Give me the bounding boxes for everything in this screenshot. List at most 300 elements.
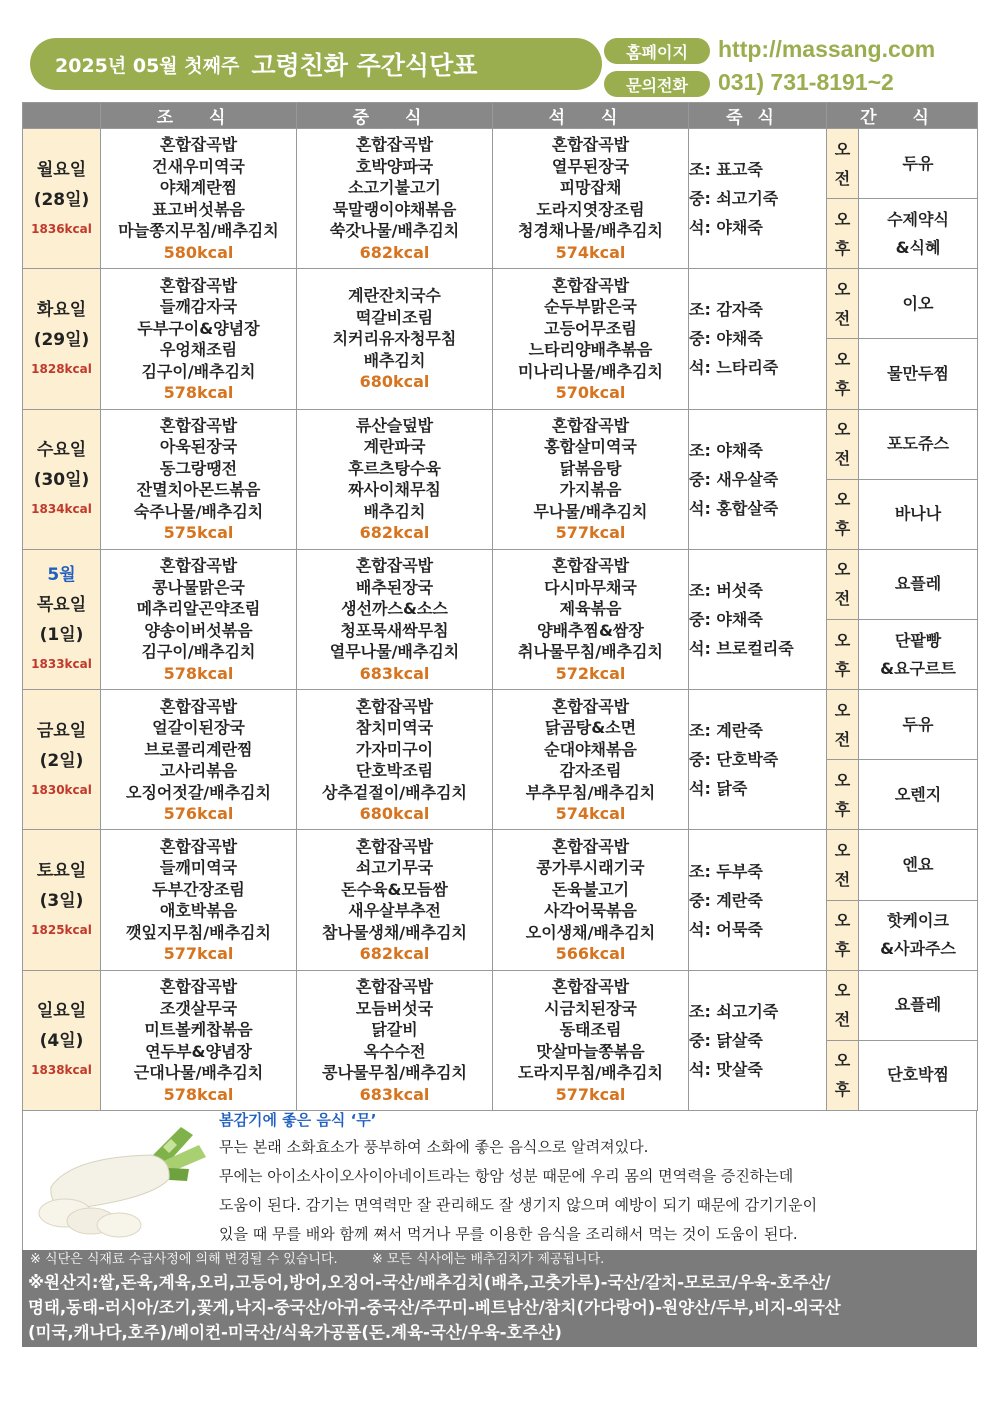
dish-item: 연두부&양념장 <box>145 1041 252 1061</box>
meal-kcal: 574kcal <box>555 804 626 824</box>
snack-item: &요구르트 <box>880 658 956 678</box>
page-title: 고령친화 주간식단표 <box>251 51 478 80</box>
meal-kcal: 682kcal <box>359 523 430 543</box>
day-name: 화요일 <box>36 299 87 320</box>
snack-am-cell <box>859 269 978 339</box>
period-char: 후 <box>834 940 851 960</box>
info-section <box>22 1111 977 1251</box>
dish-item: 아욱된장국 <box>159 437 238 457</box>
dish-item: 후르츠탕수육 <box>348 458 441 478</box>
dish-item: 콩가루시래기국 <box>536 858 645 878</box>
dish-item: 두부구이&양념장 <box>137 318 260 338</box>
dish-item: 계란파국 <box>363 437 426 457</box>
period-char: 후 <box>834 519 851 539</box>
dish-item: 조갯살무국 <box>159 998 238 1018</box>
table-header <box>23 103 978 129</box>
day-date: (30일) <box>33 470 90 491</box>
breakfast-cell <box>101 129 297 269</box>
snack-item: 오렌지 <box>894 784 942 804</box>
phone-number: 031) 731-8191~2 <box>718 69 894 95</box>
weekly-menu-table <box>22 102 978 1111</box>
dish-item: 들깨감자국 <box>159 297 238 317</box>
dish-item: 닭갈비 <box>371 1020 418 1040</box>
porridge-item: 중: 계란죽 <box>689 890 763 910</box>
dish-item: 상추겉절이/배추김치 <box>322 782 467 802</box>
snack-am-cell <box>859 970 978 1040</box>
snack-item: 이오 <box>902 293 934 313</box>
meal-kcal: 572kcal <box>555 663 626 683</box>
period-char: 오 <box>834 700 851 720</box>
snack-am-cell <box>859 409 978 479</box>
snack-item: 핫케이크 <box>887 911 949 931</box>
dish-item: 혼합잡곡밥 <box>355 556 434 576</box>
dish-item: 콩나물맑은국 <box>152 577 245 597</box>
dish-item: 애호박볶음 <box>159 901 238 921</box>
dish-item: 피망잡채 <box>559 178 622 198</box>
porridge-item: 조: 쇠고기죽 <box>689 1001 779 1021</box>
dish-item: 두부간장조림 <box>152 879 245 899</box>
porridge-item: 석: 느타리죽 <box>689 358 779 378</box>
dish-item: 미트볼케찹볶음 <box>144 1020 253 1040</box>
dish-item: 돈육불고기 <box>551 879 630 899</box>
snack-period-pm <box>827 199 859 269</box>
day-kcal: 1830kcal <box>31 782 92 797</box>
dish-item: 열무된장국 <box>551 156 630 176</box>
dish-item: 브로콜리계란찜 <box>144 739 253 759</box>
snack-pm-cell <box>859 479 978 549</box>
porridge-cell <box>689 549 827 689</box>
dish-item: 고등어무조림 <box>544 318 637 338</box>
info-line: 무에는 아이소사이오사이아네이트라는 항암 성분 때문에 우리 몸의 면역력을 증진하는데 <box>219 1167 794 1185</box>
period-char: 오 <box>834 981 851 1001</box>
day-name: 일요일 <box>36 1001 87 1022</box>
dish-item: 맛살마늘쫑볶음 <box>536 1041 645 1061</box>
breakfast-cell <box>101 269 297 409</box>
dinner-cell <box>493 830 689 970</box>
snack-period-am <box>827 830 859 900</box>
snack-pm-cell <box>859 760 978 830</box>
dish-item: 혼합잡곡밥 <box>551 135 630 155</box>
day-cell <box>23 269 101 409</box>
day-row <box>23 129 978 199</box>
lunch-cell <box>297 690 493 830</box>
dish-item: 혼합잡곡밥 <box>551 696 630 716</box>
porridge-item: 조: 버섯죽 <box>689 580 763 600</box>
snack-item: 바나나 <box>894 504 942 524</box>
period-char: 오 <box>834 560 851 580</box>
radish-illustration <box>31 1117 216 1245</box>
origin-line: 명태,동태-러시아/조기,꽃게,낙지-중국산/아귀-중국산/주꾸미-베트남산/참치(가다랑어)-원양산/두부,비지-외국산 <box>28 1298 841 1317</box>
snack-am-cell <box>859 129 978 199</box>
dish-item: 청경채나물/배추김치 <box>518 221 663 241</box>
breakfast-cell <box>101 830 297 970</box>
dish-item: 순두부맑은국 <box>544 297 637 317</box>
period-char: 오 <box>834 420 851 440</box>
dish-item: 혼합잡곡밥 <box>159 696 238 716</box>
porridge-item: 조: 표고죽 <box>689 160 763 180</box>
meal-kcal: 577kcal <box>163 944 234 964</box>
header-snack: 간 식 <box>827 103 978 129</box>
day-cell <box>23 129 101 269</box>
day-row <box>23 690 978 760</box>
dish-item: 가자미구이 <box>355 739 434 759</box>
dish-item: 오이생채/배추김치 <box>525 922 656 942</box>
snack-pm-cell <box>859 199 978 269</box>
day-kcal: 1828kcal <box>31 361 92 376</box>
porridge-item: 석: 브로컬리죽 <box>689 638 794 658</box>
dish-item: 계란잔치국수 <box>348 286 441 306</box>
menu-body <box>23 129 978 1111</box>
dish-item: 혼합잡곡밥 <box>355 696 434 716</box>
dish-item: 혼합잡곡밥 <box>159 275 238 295</box>
title-banner <box>30 38 602 90</box>
header-dinner: 석 식 <box>493 103 689 129</box>
dish-item: 깻잎지무침/배추김치 <box>126 922 271 942</box>
period-char: 전 <box>834 449 851 469</box>
snack-item: 수제약식 <box>887 209 949 229</box>
snack-period-pm <box>827 900 859 970</box>
porridge-cell <box>689 129 827 269</box>
period-char: 오 <box>834 490 851 510</box>
period-char: 후 <box>834 799 851 819</box>
meal-kcal: 577kcal <box>555 1084 626 1104</box>
homepage-link[interactable]: http://massang.com <box>718 36 936 62</box>
meal-kcal: 682kcal <box>359 944 430 964</box>
lunch-cell <box>297 549 493 689</box>
period-char: 오 <box>834 349 851 369</box>
day-row <box>23 409 978 479</box>
porridge-item: 중: 야채죽 <box>689 609 763 629</box>
dish-item: 야채계란찜 <box>159 178 238 198</box>
snack-item: 물만두찜 <box>887 363 949 383</box>
period-char: 전 <box>834 1010 851 1030</box>
dish-item: 고사리볶음 <box>159 761 238 781</box>
porridge-cell <box>689 690 827 830</box>
dish-item: 짜사이채무침 <box>348 480 441 500</box>
day-date: (4일) <box>39 1031 84 1052</box>
dish-item: 떡갈비조림 <box>355 307 434 327</box>
day-kcal: 1838kcal <box>31 1063 92 1078</box>
snack-period-am <box>827 549 859 619</box>
dish-item: 순대야채볶음 <box>544 739 637 759</box>
period-char: 오 <box>834 630 851 650</box>
day-cell <box>23 970 101 1110</box>
meal-kcal: 580kcal <box>163 242 234 262</box>
dinner-cell <box>493 409 689 549</box>
dish-item: 혼합잡곡밥 <box>159 556 238 576</box>
period-char: 전 <box>834 589 851 609</box>
day-kcal: 1836kcal <box>31 221 92 236</box>
dish-item: 닭볶음탕 <box>559 458 622 478</box>
snack-item: 엔요 <box>902 854 934 874</box>
meal-kcal: 574kcal <box>555 242 626 262</box>
dish-item: 혼합잡곡밥 <box>355 135 434 155</box>
period-char: 오 <box>834 209 851 229</box>
day-name: 목요일 <box>36 595 87 616</box>
porridge-item: 중: 닭살죽 <box>689 1030 763 1050</box>
snack-period-am <box>827 269 859 339</box>
breakfast-cell <box>101 690 297 830</box>
meal-kcal: 566kcal <box>555 944 626 964</box>
header-lunch: 중 식 <box>297 103 493 129</box>
homepage-label: 홈페이지 <box>604 38 710 64</box>
porridge-item: 조: 계란죽 <box>689 721 763 741</box>
dish-item: 느타리양배추볶음 <box>528 340 653 360</box>
dish-item: 양배추찜&쌈장 <box>537 620 644 640</box>
snack-period-pm <box>827 760 859 830</box>
meal-kcal: 680kcal <box>359 372 430 392</box>
lunch-cell <box>297 269 493 409</box>
dish-item: 참치미역국 <box>355 718 434 738</box>
dish-item: 사각어묵볶음 <box>544 901 637 921</box>
header-breakfast: 조 식 <box>101 103 297 129</box>
meal-kcal: 683kcal <box>359 1084 430 1104</box>
snack-item: 요플레 <box>894 574 942 594</box>
dish-item: 배추김치 <box>363 350 426 370</box>
dish-item: 다시마무채국 <box>544 577 637 597</box>
dish-item: 표고버섯볶음 <box>152 199 245 219</box>
dish-item: 새우살부추전 <box>348 901 441 921</box>
snack-period-pm <box>827 619 859 689</box>
meal-kcal: 577kcal <box>555 523 626 543</box>
dish-item: 도라지엿장조림 <box>536 199 645 219</box>
dish-item: 메추리알곤약조림 <box>136 599 261 619</box>
phone-label: 문의전화 <box>604 71 710 97</box>
day-cell <box>23 830 101 970</box>
breakfast-cell <box>101 409 297 549</box>
porridge-cell <box>689 970 827 1110</box>
porridge-item: 석: 맛살죽 <box>689 1059 763 1079</box>
period-char: 오 <box>834 840 851 860</box>
dish-item: 돈수육&모듬쌈 <box>341 879 448 899</box>
period-char: 전 <box>834 168 851 188</box>
header-porridge: 죽식 <box>689 103 827 129</box>
dish-item: 숙주나물/배추김치 <box>133 501 264 521</box>
dish-item: 홍합살미역국 <box>544 437 637 457</box>
period-char: 후 <box>834 238 851 258</box>
day-row <box>23 549 978 619</box>
lunch-cell <box>297 830 493 970</box>
notice-kimchi: ※ 모든 식사에는 배추김치가 제공됩니다. <box>371 1252 605 1267</box>
meal-kcal: 680kcal <box>359 804 430 824</box>
dinner-cell <box>493 549 689 689</box>
porridge-item: 중: 쇠고기죽 <box>689 189 779 209</box>
dish-item: 건새우미역국 <box>152 156 245 176</box>
period-char: 후 <box>834 1080 851 1100</box>
dish-item: 혼합잡곡밥 <box>159 836 238 856</box>
porridge-cell <box>689 409 827 549</box>
snack-item: 단팥빵 <box>894 630 942 650</box>
day-date: (28일) <box>33 189 90 210</box>
porridge-item: 중: 야채죽 <box>689 329 763 349</box>
meal-kcal: 575kcal <box>163 523 234 543</box>
dish-item: 혼합잡곡밥 <box>551 836 630 856</box>
snack-period-am <box>827 970 859 1040</box>
snack-item: 두유 <box>902 153 934 173</box>
lunch-cell <box>297 970 493 1110</box>
dish-item: 도라지무침/배추김치 <box>518 1063 663 1083</box>
snack-period-pm <box>827 339 859 409</box>
porridge-item: 석: 야채죽 <box>689 218 763 238</box>
porridge-item: 중: 새우살죽 <box>689 469 779 489</box>
notice-bar <box>22 1250 977 1270</box>
day-cell <box>23 690 101 830</box>
dish-item: 근대나물/배추김치 <box>133 1063 264 1083</box>
dinner-cell <box>493 129 689 269</box>
header-blank <box>23 103 101 129</box>
dish-item: 김구이/배추김치 <box>141 361 256 381</box>
origin-info <box>22 1270 977 1347</box>
dish-item: 혼합잡곡밥 <box>159 415 238 435</box>
dish-item: 호박양파국 <box>355 156 434 176</box>
info-line: 있을 때 무를 배와 함께 쪄서 먹거나 무를 이용한 음식을 조리해서 먹는 것이 도움이 된다. <box>219 1225 798 1243</box>
period-char: 오 <box>834 770 851 790</box>
notice-change: ※ 식단은 식재료 수급사정에 의해 변경될 수 있습니다. <box>30 1252 338 1267</box>
info-text <box>219 1133 969 1249</box>
dish-item: 쑥갓나물/배추김치 <box>329 221 460 241</box>
dish-item: 생선까스&소스 <box>341 599 448 619</box>
day-kcal: 1825kcal <box>31 923 92 938</box>
dish-item: 동그랑땡전 <box>159 458 238 478</box>
dish-item: 콩나물무침/배추김치 <box>322 1063 467 1083</box>
dish-item: 김구이/배추김치 <box>141 642 256 662</box>
dish-item: 묵말랭이야채볶음 <box>332 199 457 219</box>
dish-item: 제육볶음 <box>559 599 622 619</box>
dish-item: 부추무침/배추김치 <box>525 782 656 802</box>
meal-kcal: 576kcal <box>163 804 234 824</box>
period-char: 후 <box>834 659 851 679</box>
period-char: 오 <box>834 279 851 299</box>
dish-item: 청포묵새싹무침 <box>340 620 449 640</box>
dish-item: 열무나물/배추김치 <box>329 642 460 662</box>
dish-item: 혼합잡곡밥 <box>159 135 238 155</box>
dish-item: 닭곰탕&소면 <box>544 718 637 738</box>
dish-item: 배추된장국 <box>355 577 434 597</box>
porridge-item: 조: 두부죽 <box>689 861 763 881</box>
porridge-item: 조: 감자죽 <box>689 300 763 320</box>
day-kcal: 1833kcal <box>31 657 92 672</box>
snack-am-cell <box>859 549 978 619</box>
dish-item: 우엉채조림 <box>159 340 238 360</box>
period-char: 오 <box>834 139 851 159</box>
dinner-cell <box>493 269 689 409</box>
snack-item: 단호박찜 <box>887 1065 949 1085</box>
dish-item: 혼합잡곡밥 <box>551 275 630 295</box>
snack-pm-cell <box>859 1040 978 1110</box>
day-name: 월요일 <box>36 159 87 180</box>
dish-item: 가지볶음 <box>559 480 622 500</box>
info-line: 무는 본래 소화효소가 풍부하여 소화에 좋은 음식으로 알려져있다. <box>219 1138 649 1156</box>
snack-item: &사과주스 <box>880 939 956 959</box>
period-char: 오 <box>834 911 851 931</box>
origin-line: (미국,캐나다,호주)/베이컨-미국산/식육가공품(돈.계육-국산/우육-호주산) <box>28 1323 562 1342</box>
day-row <box>23 830 978 900</box>
title-prefix: 2025년 05월 첫째주 <box>55 54 240 77</box>
meal-kcal: 578kcal <box>163 1084 234 1104</box>
dish-item: 소고기불고기 <box>348 178 441 198</box>
period-char: 전 <box>834 308 851 328</box>
meal-kcal: 570kcal <box>555 383 626 403</box>
dish-item: 미나리나물/배추김치 <box>518 361 663 381</box>
dish-item: 얼갈이된장국 <box>152 718 245 738</box>
porridge-item: 중: 단호박죽 <box>689 750 779 770</box>
dish-item: 마늘쫑지무침/배추김치 <box>118 221 279 241</box>
breakfast-cell <box>101 549 297 689</box>
day-name: 토요일 <box>36 861 87 882</box>
period-char: 전 <box>834 869 851 889</box>
period-char: 후 <box>834 378 851 398</box>
snack-item: 포도쥬스 <box>887 434 949 454</box>
snack-item: &식혜 <box>895 237 941 257</box>
day-row <box>23 970 978 1040</box>
snack-period-am <box>827 690 859 760</box>
dish-item: 혼합잡곡밥 <box>551 415 630 435</box>
lunch-cell <box>297 129 493 269</box>
dish-item: 류산슬덮밥 <box>355 415 434 435</box>
period-char: 전 <box>834 729 851 749</box>
snack-period-am <box>827 129 859 199</box>
dish-item: 혼합잡곡밥 <box>355 836 434 856</box>
meal-kcal: 578kcal <box>163 383 234 403</box>
lunch-cell <box>297 409 493 549</box>
day-month: 5월 <box>47 565 76 586</box>
snack-am-cell <box>859 830 978 900</box>
dish-item: 배추김치 <box>363 501 426 521</box>
dish-item: 잔멸치아몬드볶음 <box>136 480 261 500</box>
day-cell <box>23 549 101 689</box>
dish-item: 오징어젓갈/배추김치 <box>126 782 271 802</box>
snack-pm-cell <box>859 900 978 970</box>
dish-item: 모듬버섯국 <box>355 998 434 1018</box>
period-char: 오 <box>834 1051 851 1071</box>
info-line: 도움이 된다. 감기는 면역력만 잘 관리해도 잘 생기지 않으며 예방이 되기 때문에 감기기운이 <box>219 1196 818 1214</box>
dish-item: 감자조림 <box>559 761 622 781</box>
meal-kcal: 682kcal <box>359 242 430 262</box>
snack-item: 두유 <box>902 714 934 734</box>
porridge-cell <box>689 830 827 970</box>
day-date: (29일) <box>33 329 90 350</box>
dish-item: 옥수수전 <box>363 1041 426 1061</box>
day-name: 금요일 <box>36 720 87 741</box>
day-date: (3일) <box>39 891 84 912</box>
dish-item: 혼합잡곡밥 <box>355 977 434 997</box>
meal-kcal: 578kcal <box>163 663 234 683</box>
snack-period-pm <box>827 1040 859 1110</box>
dish-item: 무나물/배추김치 <box>533 501 648 521</box>
dish-item: 치커리유자청무침 <box>332 329 457 349</box>
snack-am-cell <box>859 690 978 760</box>
snack-pm-cell <box>859 619 978 689</box>
porridge-item: 조: 야채죽 <box>689 440 763 460</box>
snack-pm-cell <box>859 339 978 409</box>
breakfast-cell <box>101 970 297 1110</box>
info-title: 봄감기에 좋은 음식 ‘무’ <box>219 1111 377 1129</box>
meal-kcal: 683kcal <box>359 663 430 683</box>
day-date: (2일) <box>39 750 84 771</box>
dish-item: 혼합잡곡밥 <box>551 977 630 997</box>
porridge-item: 석: 홍합살죽 <box>689 498 779 518</box>
dish-item: 참나물생채/배추김치 <box>322 922 467 942</box>
porridge-cell <box>689 269 827 409</box>
snack-period-pm <box>827 479 859 549</box>
dish-item: 양송이버섯볶음 <box>144 620 253 640</box>
porridge-item: 석: 어묵죽 <box>689 919 763 939</box>
porridge-item: 석: 닭죽 <box>689 779 748 799</box>
dinner-cell <box>493 970 689 1110</box>
dish-item: 시금치된장국 <box>544 998 637 1018</box>
dish-item: 혼합잡곡밥 <box>551 556 630 576</box>
day-kcal: 1834kcal <box>31 502 92 517</box>
